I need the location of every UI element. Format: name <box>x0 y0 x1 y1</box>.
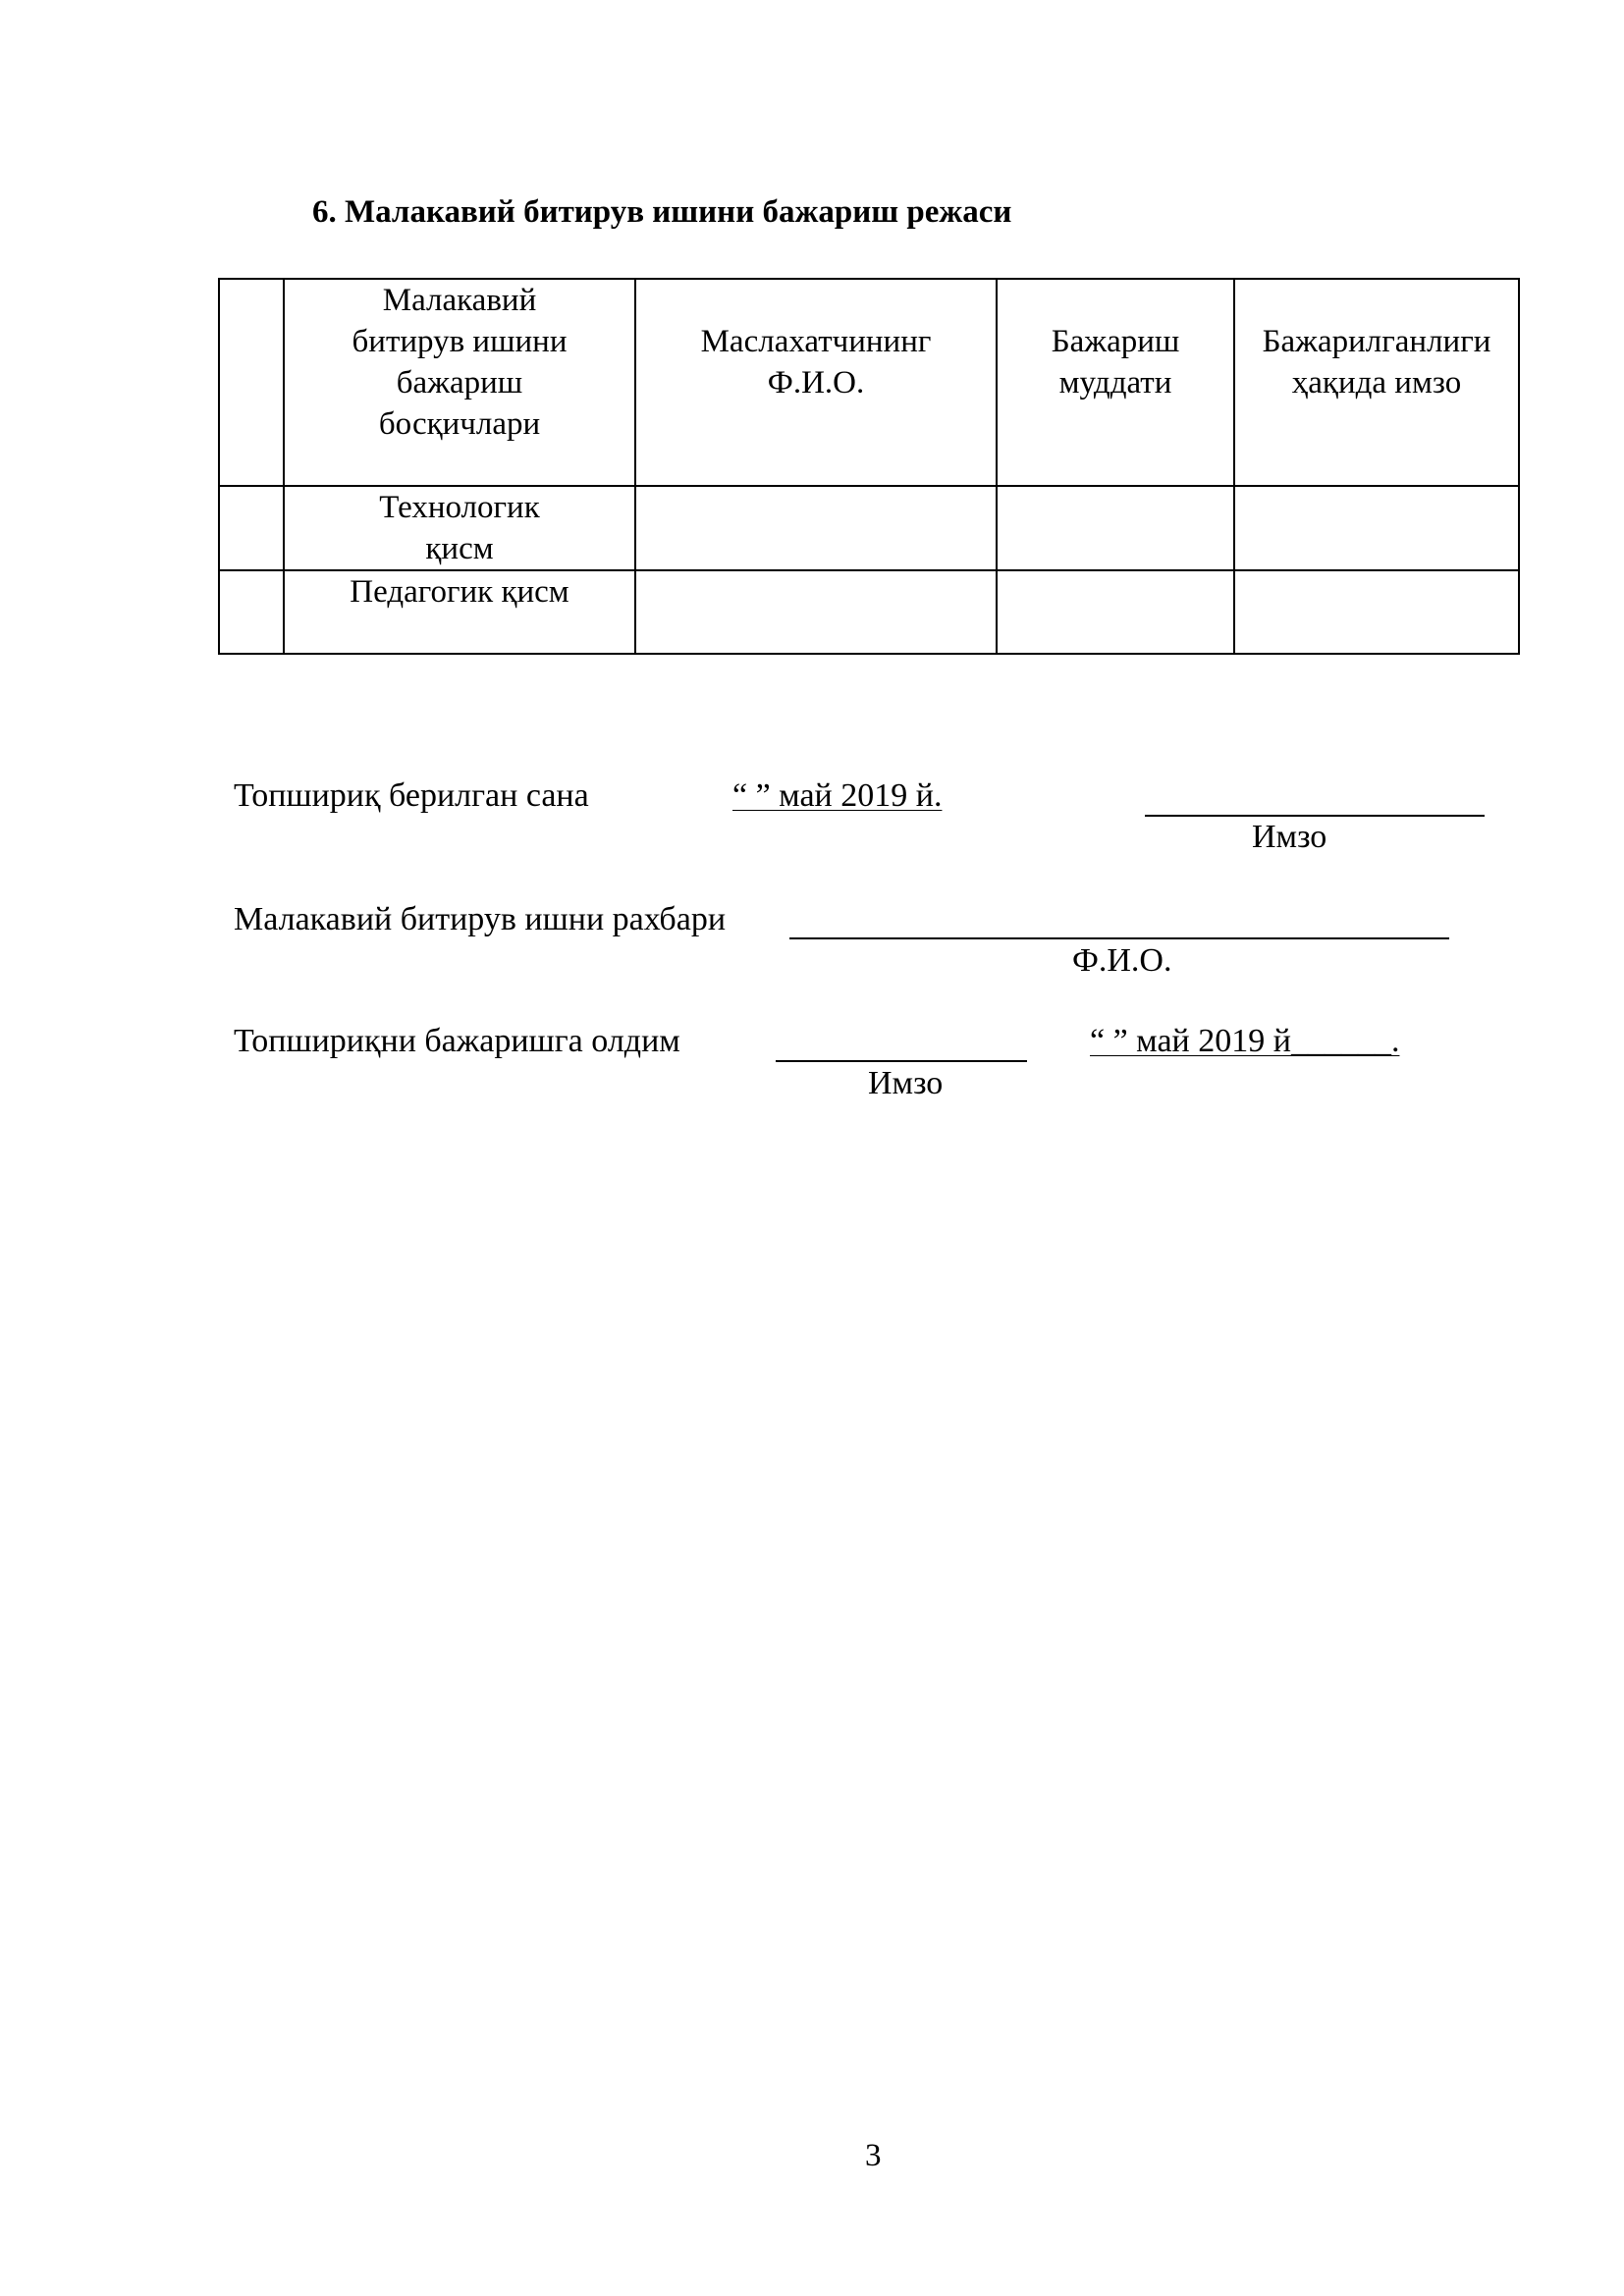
section-number: 6 <box>312 194 329 230</box>
header-consultant: Маслахатчининг Ф.И.О. <box>635 279 997 486</box>
accepted-signature-line[interactable] <box>776 1060 1027 1062</box>
assignment-date-label: Топшириқ берилган сана <box>234 777 589 814</box>
accepted-signature-caption: Имзо <box>868 1065 944 1101</box>
header-signature: Бажарилганлиги ҳақида имзо <box>1234 279 1519 486</box>
assignment-signature-caption: Имзо <box>1252 819 1327 855</box>
header-number <box>219 279 284 486</box>
assignment-signature-line[interactable] <box>1145 815 1485 817</box>
section-heading <box>312 194 1011 231</box>
row-stage-cell: Педагогик қисм <box>284 570 635 654</box>
table-header-row <box>219 279 1519 486</box>
accepted-date-value: “ ” май 2019 й______. <box>1090 1023 1400 1059</box>
row-consultant-cell[interactable] <box>635 486 997 570</box>
row-deadline-cell[interactable] <box>997 486 1234 570</box>
table-row <box>219 486 1519 570</box>
table-row <box>219 570 1519 654</box>
row-deadline-cell[interactable] <box>997 570 1234 654</box>
row-number-cell <box>219 486 284 570</box>
plan-table <box>218 278 1520 655</box>
row-stage-cell: Технологик қисм <box>284 486 635 570</box>
row-signature-cell[interactable] <box>1234 486 1519 570</box>
row-number-cell <box>219 570 284 654</box>
header-stages: Малакавий битирув ишини бажариш босқичлари <box>284 279 635 486</box>
row-signature-cell[interactable] <box>1234 570 1519 654</box>
row-consultant-cell[interactable] <box>635 570 997 654</box>
supervisor-caption: Ф.И.О. <box>1072 942 1172 979</box>
supervisor-label: Малакавий битирув ишни рахбари <box>234 901 727 937</box>
header-deadline: Бажариш муддати <box>997 279 1234 486</box>
assignment-date-value: “ ” май 2019 й. <box>732 777 943 814</box>
supervisor-name-line[interactable] <box>789 937 1449 939</box>
accepted-label: Топшириқни бажаришга олдим <box>234 1023 680 1059</box>
page-number: 3 <box>865 2138 882 2173</box>
section-title: . Малакавий битирув ишини бажариш режаси <box>328 194 1012 230</box>
